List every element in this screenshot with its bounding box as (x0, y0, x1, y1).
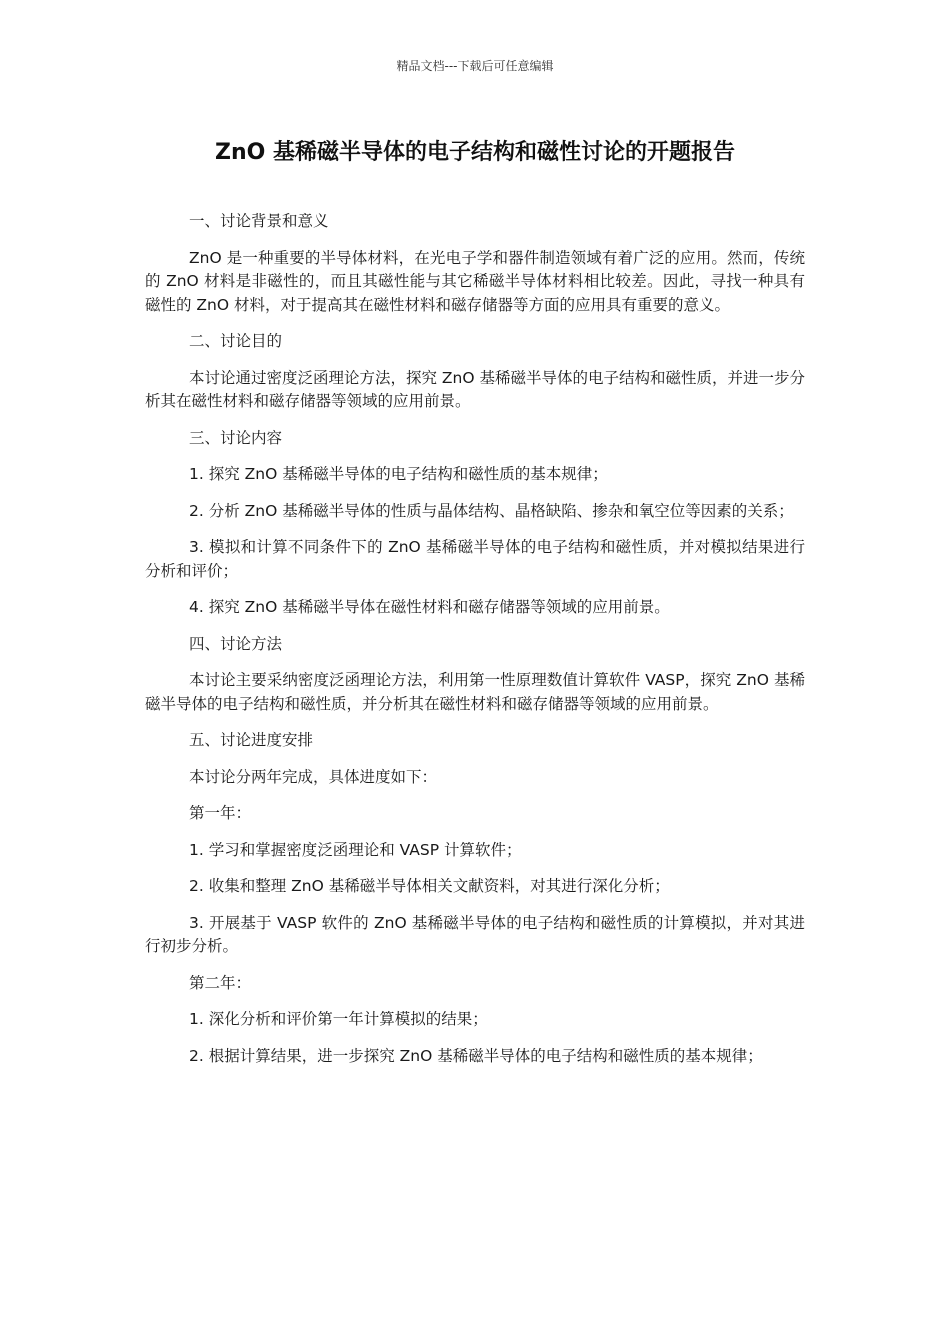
section-heading-purpose: 二、讨论目的 (189, 332, 283, 350)
document-title: ZnO 基稀磁半导体的电子结构和磁性讨论的开题报告 (215, 140, 735, 165)
paragraph-background: ZnO 是一种重要的半导体材料，在光电子学和器件制造领域有着广泛的应用。然而，传统的 ZnO 材料是非磁性的，而且其磁性能与其它稀磁半导体材料相比较差。因此，寻找一种具有磁性的 ZnO 材料，对于提高其在磁性材料和磁存储器等方面的应用具有重要的意义。 (145, 248, 805, 314)
paragraph-year-two: 第二年： (189, 973, 252, 992)
paragraph-purpose: 本讨论通过密度泛函理论方法，探究 ZnO 基稀磁半导体的电子结构和磁性质，并进一步分析其在磁性材料和磁存储器等领域的应用前景。 (145, 368, 805, 410)
section-heading-schedule: 五、讨论进度安排 (189, 731, 314, 749)
list-item-year-two-1: 1. 深化分析和评价第一年计算模拟的结果； (189, 1010, 488, 1028)
list-item-content-2: 2. 分析 ZnO 基稀磁半导体的性质与晶体结构、晶格缺陷、掺杂和氧空位等因素的关系； (189, 501, 794, 520)
list-item-year-one-1: 1. 学习和掌握密度泛函理论和 VASP 计算软件； (189, 840, 522, 859)
list-item-content-1: 1. 探究 ZnO 基稀磁半导体的电子结构和磁性质的基本规律； (189, 465, 608, 483)
document-body (145, 210, 805, 1081)
section-heading-content: 三、讨论内容 (189, 428, 283, 447)
list-item-year-one-3: 3. 开展基于 VASP 软件的 ZnO 基稀磁半导体的电子结构和磁性质的计算模拟，并对其进行初步分析。 (145, 913, 805, 955)
header-note: 精品文档---下载后可任意编辑 (396, 59, 554, 73)
list-item-year-two-2: 2. 根据计算结果，进一步探究 ZnO 基稀磁半导体的电子结构和磁性质的基本规律； (189, 1046, 763, 1065)
paragraph-method: 本讨论主要采纳密度泛函理论方法，利用第一性原理数值计算软件 VASP，探究 ZnO 基稀磁半导体的电子结构和磁性质，并分析其在磁性材料和磁存储器等领域的应用前景。 (145, 671, 805, 713)
section-heading-method: 四、讨论方法 (189, 634, 283, 653)
list-item-content-4: 4. 探究 ZnO 基稀磁半导体在磁性材料和磁存储器等领域的应用前景。 (189, 598, 670, 616)
paragraph-schedule-intro: 本讨论分两年完成，具体进度如下： (189, 767, 438, 786)
section-heading-background: 一、讨论背景和意义 (189, 212, 329, 230)
list-item-content-3: 3. 模拟和计算不同条件下的 ZnO 基稀磁半导体的电子结构和磁性质，并对模拟结果进行分析和评价； (145, 538, 805, 580)
paragraph-year-one: 第一年： (189, 804, 252, 822)
list-item-year-one-2: 2. 收集和整理 ZnO 基稀磁半导体相关文献资料，对其进行深化分析； (189, 877, 670, 895)
